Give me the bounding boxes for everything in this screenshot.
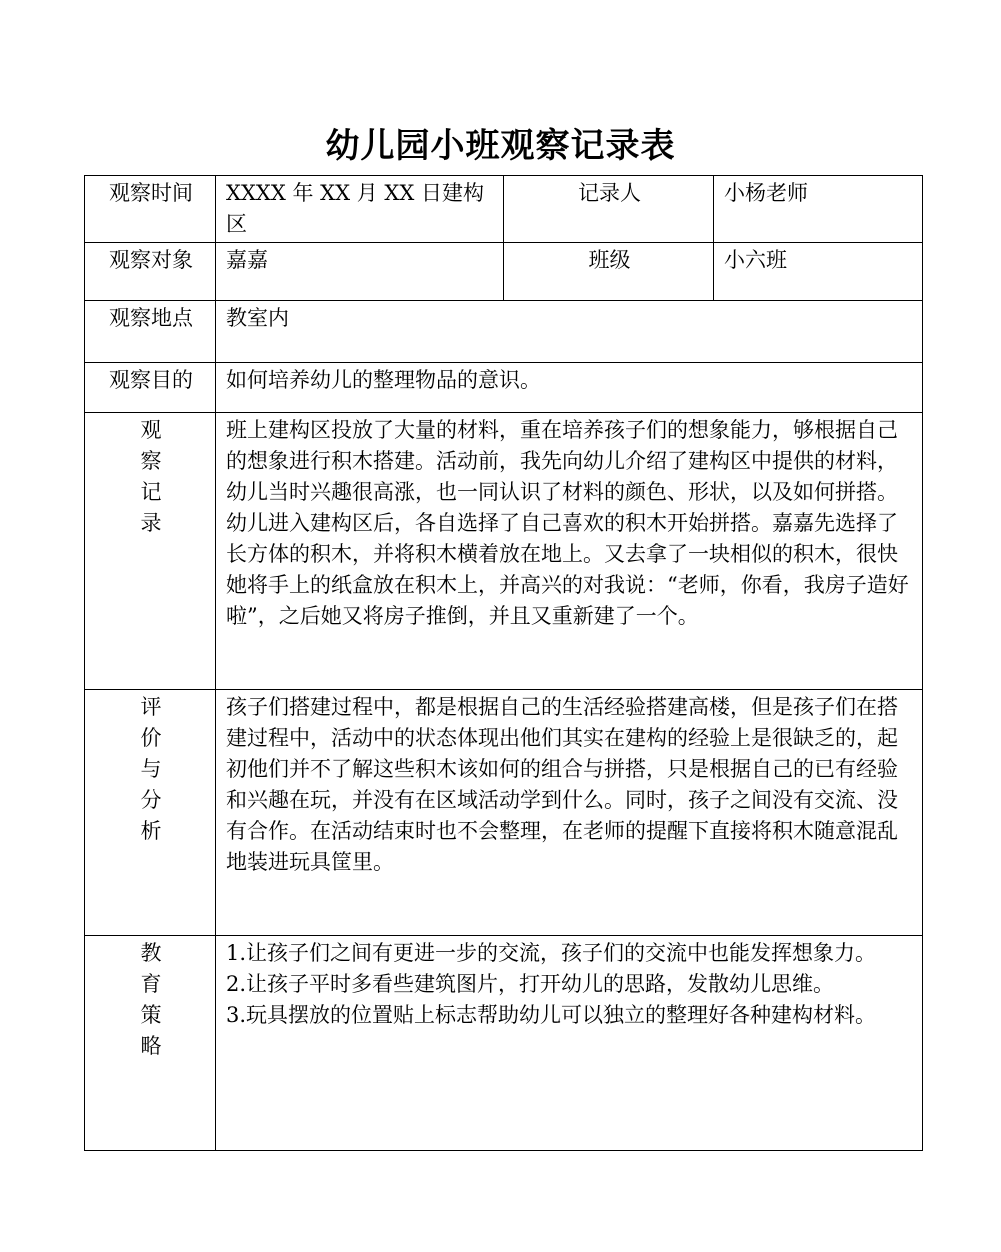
observation-purpose-label: 观察目的	[85, 363, 216, 413]
evaluation-analysis-label	[85, 690, 216, 936]
observation-purpose-value: 如何培养幼儿的整理物品的意识。	[216, 363, 923, 413]
observation-subject-value: 嘉嘉	[216, 243, 504, 301]
strategy-label-char: 教	[140, 941, 162, 965]
observation-time-label: 观察时间	[85, 176, 216, 243]
class-label: 班级	[504, 243, 714, 301]
strategy-label-char: 略	[140, 1034, 162, 1058]
observation-location-label: 观察地点	[85, 301, 216, 363]
recorder-value: 小杨老师	[714, 176, 923, 243]
row-observation-record	[85, 413, 923, 690]
row-observation-location	[85, 301, 923, 363]
observation-record-text: 班上建构区投放了大量的材料，重在培养孩子们的想象能力，够根据自己的想象进行积木搭建。活动前，我先向幼儿介绍了建构区中提供的材料，幼儿当时兴趣很高涨，也一同认识了材料的颜色、形状，以及如何拼搭。幼儿进入建构区后，各自选择了自己喜欢的积木开始拼搭。嘉嘉先选择了长方体的积木，并将积木横着放在地上。又去拿了一块相似的积木，很快她将手上的纸盒放在积木上，并高兴的对我说：“老师，你看，我房子造好啦”，之后她又将房子推倒，并且又重新建了一个。	[216, 413, 923, 690]
analysis-label-char: 评	[140, 695, 162, 719]
page-title: 幼儿园小班观察记录表	[325, 126, 676, 166]
observation-record-table	[84, 175, 923, 1151]
observation-subject-label: 观察对象	[85, 243, 216, 301]
education-strategy-label	[85, 936, 216, 1151]
analysis-label-char: 析	[140, 819, 162, 843]
row-education-strategy	[85, 936, 923, 1151]
evaluation-analysis-text: 孩子们搭建过程中，都是根据自己的生活经验搭建高楼，但是孩子们在搭建过程中，活动中的状态体现出他们其实在建构的经验上是很缺乏的，起初他们并不了解这些积木该如何的组合与拼搭，只是根据自己的已有经验和兴趣在玩，并没有在区域活动学到什么。同时，孩子之间没有交流、没有合作。在活动结束时也不会整理，在老师的提醒下直接将积木随意混乱地装进玩具筐里。	[216, 690, 923, 936]
strategy-item: 2.让孩子平时多看些建筑图片，打开幼儿的思路，发散幼儿思维。	[226, 972, 835, 996]
row-observation-subject	[85, 243, 923, 301]
row-evaluation-analysis	[85, 690, 923, 936]
class-value: 小六班	[714, 243, 923, 301]
strategy-label-char: 策	[140, 1003, 162, 1027]
education-strategy-text	[216, 936, 923, 1151]
analysis-label-char: 分	[140, 788, 162, 812]
observation-location-value: 教室内	[216, 301, 923, 363]
record-label-char: 记	[140, 480, 162, 504]
record-label-char: 观	[140, 418, 162, 442]
observation-record-label	[85, 413, 216, 690]
row-observation-time	[85, 176, 923, 243]
strategy-item: 3.玩具摆放的位置贴上标志帮助幼儿可以独立的整理好各种建构材料。	[226, 1003, 877, 1027]
strategy-item: 1.让孩子们之间有更进一步的交流，孩子们的交流中也能发挥想象力。	[226, 941, 877, 965]
record-label-char: 察	[140, 449, 162, 473]
record-label-char: 录	[140, 511, 162, 535]
analysis-label-char: 价	[140, 726, 162, 750]
analysis-label-char: 与	[140, 757, 162, 781]
recorder-label: 记录人	[504, 176, 714, 243]
row-observation-purpose	[85, 363, 923, 413]
strategy-label-char: 育	[140, 972, 162, 996]
observation-time-value: XXXX 年 XX 月 XX 日建构区	[216, 176, 504, 243]
